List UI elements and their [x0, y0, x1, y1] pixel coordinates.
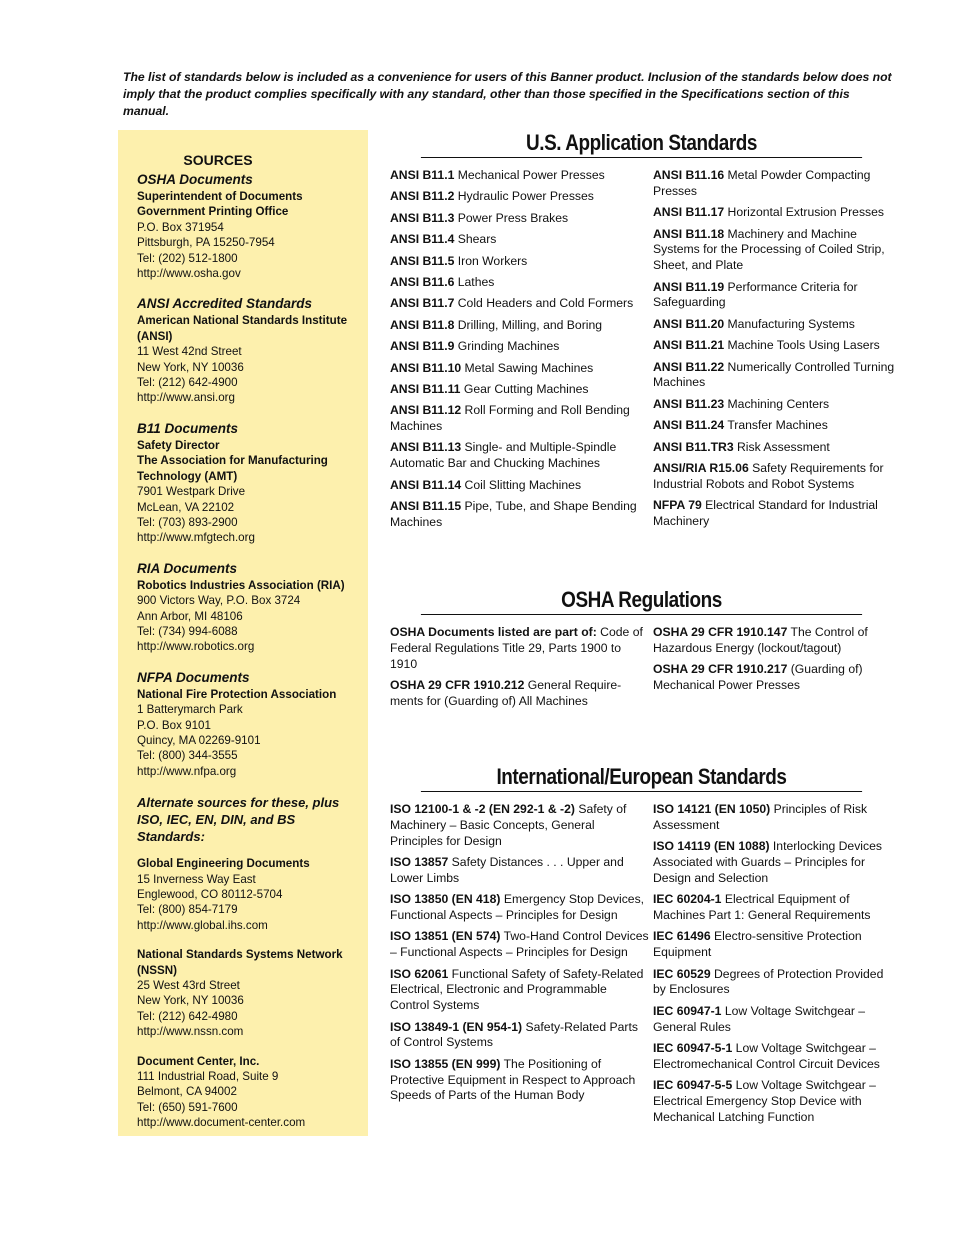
source-detail[interactable]: http://www.mfgtech.org — [137, 531, 255, 545]
source-detail: Tel: (734) 994-6088 — [137, 624, 238, 638]
standard-entry — [390, 382, 649, 398]
standard-description: Pipe, Tube, and Shape Bending Machines — [390, 499, 637, 529]
source-detail: 25 West 43rd Street — [137, 979, 240, 993]
sources-title: SOURCES — [183, 152, 253, 168]
standard-code: ANSI B11.20 — [653, 316, 725, 331]
standard-description: Cold Headers and Cold Formers — [457, 296, 634, 311]
standard-code: OSHA Documents listed are part of: — [390, 625, 597, 639]
source-group — [137, 561, 358, 655]
standard-code: ANSI B11.7 — [390, 296, 455, 311]
standard-code: ANSI B11.14 — [390, 477, 462, 492]
source-detail: Tel: (650) 591-7600 — [137, 1100, 238, 1114]
source-detail[interactable]: http://www.global.ihs.com — [137, 918, 268, 932]
source-detail[interactable]: http://www.ansi.org — [137, 391, 235, 405]
standard-code: ANSI B11.9 — [390, 339, 455, 354]
standard-description: Grinding Machines — [457, 339, 560, 354]
source-detail: Tel: (212) 642-4980 — [137, 1009, 238, 1023]
standard-entry — [390, 892, 649, 924]
standard-description: Functional Safety of Safety-Related Electrical, Electronic and Programmable Control Systems — [390, 966, 644, 1013]
osha-left-column — [385, 625, 649, 715]
source-detail: McLean, VA 22102 — [137, 500, 235, 514]
standard-code: ANSI B11.TR3 — [653, 439, 734, 454]
standard-entry — [390, 855, 649, 887]
standard-description: The Positioning of Protective Equipment in Respect to Approach Speeds of Parts of the Human Body — [390, 1056, 636, 1103]
standard-code: ISO 13849-1 (EN 954-1) — [390, 1019, 523, 1034]
standard-entry — [390, 1020, 649, 1052]
standard-code: ANSI B11.15 — [390, 499, 462, 514]
standard-entry — [653, 397, 898, 413]
source-group — [137, 421, 358, 546]
standard-description: Safety of Machinery – Basic Concepts, General Principles for Design — [390, 802, 627, 848]
standard-entry — [390, 678, 649, 710]
alternate-source — [137, 856, 358, 933]
source-group — [137, 172, 358, 281]
alternate-sources-heading: Alternate sources for these, plus ISO, IEC, EN, DIN, and BS Standards: — [137, 795, 340, 845]
standard-code: ANSI B11.22 — [653, 359, 725, 374]
source-detail[interactable]: http://www.robotics.org — [137, 640, 255, 654]
standard-code: ISO 12100-1 & -2 (EN 292-1 & -2) — [390, 802, 575, 816]
standard-code: ANSI B11.5 — [390, 253, 455, 268]
standard-entry — [390, 296, 649, 312]
standard-entry — [390, 339, 649, 355]
international-european-standards-section — [385, 764, 898, 1131]
standard-entry — [390, 478, 649, 494]
source-detail: 111 Industrial Road, Suite 9 — [137, 1070, 279, 1084]
source-detail: Ann Arbor, MI 48106 — [137, 609, 243, 623]
standard-entry — [653, 839, 898, 886]
us-standards-left-column — [385, 168, 649, 536]
standard-description: Low Voltage Switchgear – Electromechanical Control Circuit Devices — [653, 1040, 880, 1071]
standard-entry — [653, 360, 898, 392]
standard-entry — [390, 318, 649, 334]
standard-entry — [390, 254, 649, 270]
standard-code: ANSI B11.16 — [653, 168, 725, 182]
source-organization: Safety Director — [137, 438, 220, 452]
standard-entry — [390, 967, 649, 1014]
standard-description: Safety-Related Parts of Control Systems — [390, 1019, 638, 1050]
standard-description: (Guarding of) Mechanical Power Presses — [653, 662, 863, 692]
standard-code: OSHA 29 CFR 1910.217 — [653, 662, 788, 677]
standard-code: IEC 60947-5-5 — [653, 1078, 733, 1093]
source-detail: 11 West 42nd Street — [137, 345, 242, 359]
standard-code: IEC 60947-5-1 — [653, 1040, 733, 1055]
source-organization: Global Engineering Documents — [137, 857, 310, 871]
standard-code: ISO 13850 (EN 418) — [390, 892, 501, 907]
source-detail[interactable]: http://www.document-center.com — [137, 1116, 306, 1130]
source-group-heading: NFPA Documents — [137, 669, 250, 685]
standard-description: Lathes — [457, 274, 495, 289]
standard-entry — [390, 232, 649, 248]
standard-description: Machine Tools Using Lasers — [727, 338, 880, 353]
standard-description: Manufacturing Systems — [727, 316, 855, 331]
source-detail: New York, NY 10036 — [137, 360, 244, 374]
source-detail: P.O. Box 371954 — [137, 220, 224, 234]
standard-entry — [390, 625, 649, 672]
standard-code: IEC 61496 — [653, 929, 711, 944]
source-detail[interactable]: http://www.nssn.com — [137, 1025, 244, 1039]
standard-code: ANSI B11.3 — [390, 210, 455, 225]
osha-regulations-section — [385, 587, 898, 715]
source-group-heading: B11 Documents — [137, 420, 239, 436]
standard-description: Safety Distances . . . Upper and Lower Limbs — [390, 854, 624, 885]
source-detail: Tel: (800) 854-7179 — [137, 903, 238, 917]
source-detail: 7901 Westpark Drive — [137, 485, 246, 499]
standard-description: Transfer Machines — [727, 418, 828, 433]
alternate-source — [137, 1054, 358, 1131]
standard-entry — [390, 403, 649, 435]
standard-code: ANSI B11.1 — [390, 168, 455, 182]
standard-code: ANSI B11.11 — [390, 381, 461, 396]
standard-description: Two-Hand Control Devices – Functional Aspects – Principles for Design — [390, 929, 649, 960]
standard-description: Degrees of Protection Provided by Enclosures — [653, 966, 884, 997]
standard-description: Emergency Stop Devices, Functional Aspects – Principles for Design — [390, 892, 645, 922]
source-organization: Superintendent of Documents — [137, 190, 303, 203]
source-group-heading: OSHA Documents — [137, 172, 253, 187]
source-organization: National Fire Protection Association — [137, 687, 337, 701]
source-detail: Pittsburgh, PA 15250-7954 — [137, 236, 275, 250]
standard-code: ANSI B11.8 — [390, 317, 455, 332]
standard-entry — [653, 227, 898, 274]
source-detail: 15 Inverness Way East — [137, 872, 256, 886]
standard-code: ANSI B11.4 — [390, 232, 455, 247]
standard-code: ISO 13857 — [390, 854, 449, 869]
standard-entry — [653, 1004, 898, 1036]
standard-description: Roll Forming and Roll Bending Machines — [390, 403, 630, 434]
standard-description: Metal Powder Compacting Presses — [653, 168, 871, 198]
sources-groups — [137, 172, 358, 779]
standard-code: ANSI B11.24 — [653, 418, 725, 433]
standard-entry — [653, 418, 898, 434]
source-detail: Englewood, CO 80112-5704 — [137, 888, 283, 901]
standard-description: Shears — [457, 232, 497, 247]
alternate-sources-list — [137, 856, 358, 1131]
standard-code: ISO 13855 (EN 999) — [390, 1056, 501, 1071]
standard-description: The Control of Hazardous Energy (lockout/tagout) — [653, 625, 868, 655]
standard-entry — [653, 662, 898, 694]
source-organization: National Standards Systems Network — [137, 948, 343, 962]
standard-code: OSHA 29 CFR 1910.212 — [390, 677, 525, 692]
standard-entry — [390, 1057, 649, 1104]
standard-description: Electrical Standard for Industrial Machinery — [653, 498, 878, 528]
standard-code: IEC 60947-1 — [653, 1003, 722, 1018]
standard-entry — [653, 967, 898, 999]
standard-entry — [390, 211, 649, 227]
standard-entry — [653, 498, 898, 530]
source-detail: Tel: (202) 512-1800 — [137, 251, 238, 265]
us-standards-right-column — [649, 168, 898, 536]
standard-description: Machinery and Machine Systems for the Processing of Coiled Strip, Sheet, and Plate — [653, 226, 885, 273]
standard-code: ANSI B11.18 — [653, 226, 725, 241]
standard-description: Drilling, Milling, and Boring — [457, 317, 603, 332]
source-group — [137, 670, 358, 779]
disclaimer-text: The list of standards below is included as a convenience for users of this Banner product. Inclusion of the standards below does not imply that the product complies specifically with any standard, other than those specified in the Specifications section of this manual. — [123, 70, 892, 118]
source-group — [137, 296, 358, 405]
standard-description: Low Voltage Switchgear – Electrical Emergency Stop Device with Mechanical Latching Function — [653, 1078, 876, 1124]
alternate-source — [137, 947, 358, 1039]
source-organization: The Association for Manufacturing — [137, 454, 328, 468]
source-detail: Belmont, CA 94002 — [137, 1085, 237, 1099]
standard-description: Iron Workers — [457, 253, 528, 268]
standard-description: Hydraulic Power Presses — [457, 189, 594, 204]
source-organization: American National Standards Institute (ANSI) — [137, 314, 348, 343]
standard-entry — [653, 1041, 898, 1073]
standard-entry — [653, 802, 898, 834]
standard-entry — [653, 205, 898, 221]
standard-entry — [653, 625, 898, 657]
standard-code: ISO 62061 — [390, 966, 449, 981]
standard-code: ANSI B11.19 — [653, 279, 725, 294]
standard-code: ANSI B11.13 — [390, 440, 462, 455]
intl-standards-left-column — [385, 802, 649, 1131]
standard-entry — [653, 168, 898, 200]
standard-entry — [390, 802, 649, 849]
standard-description: Electrical Equipment of Machines Part 1: General Requirements — [653, 892, 871, 922]
standard-description: Machining Centers — [727, 396, 830, 411]
standard-entry — [653, 317, 898, 333]
source-group-heading: ANSI Accredited Standards — [137, 296, 313, 312]
standard-code: ANSI B11.10 — [390, 360, 462, 375]
standard-entry — [390, 929, 649, 961]
source-detail[interactable]: http://www.osha.gov — [137, 267, 241, 281]
standard-entry — [390, 499, 649, 531]
source-detail: P.O. Box 9101 — [137, 718, 211, 732]
standard-entry — [653, 892, 898, 924]
source-organization: Technology (AMT) — [137, 469, 238, 483]
source-group-heading: RIA Documents — [137, 560, 238, 576]
standard-entry — [390, 189, 649, 205]
standard-code: ANSI B11.6 — [390, 274, 455, 289]
standard-description: General Require-ments for (Guarding of) All Machines — [390, 677, 622, 708]
standard-entry — [653, 280, 898, 312]
standard-description: Electro-sensitive Protection Equipment — [653, 929, 862, 960]
standard-code: ISO 14121 (EN 1050) — [653, 802, 771, 816]
us-application-standards-section — [385, 130, 898, 536]
source-detail[interactable]: http://www.nfpa.org — [137, 764, 237, 778]
source-organization: Robotics Industries Association (RIA) — [137, 578, 345, 592]
standard-entry — [653, 338, 898, 354]
standard-entry — [390, 361, 649, 377]
section-title: International/European Standards — [421, 764, 862, 792]
source-detail: 1 Batterymarch Park — [137, 703, 243, 717]
sources-panel — [118, 130, 368, 1136]
standard-description: Code of Federal Regulations Title 29, Parts 1900 to 1910 — [390, 625, 643, 671]
standard-description: Risk Assessment — [737, 439, 830, 454]
standard-code: ANSI B11.23 — [653, 396, 725, 411]
standard-description: Principles of Risk Assessment — [653, 802, 868, 832]
standard-description: Interlocking Devices Associated with Guards – Principles for Design and Selection — [653, 839, 882, 885]
standard-entry — [653, 440, 898, 456]
standard-description: Metal Sawing Machines — [464, 360, 594, 375]
source-detail: New York, NY 10036 — [137, 994, 244, 1008]
source-detail: Tel: (800) 344-3555 — [137, 749, 238, 763]
section-title: U.S. Application Standards — [421, 130, 862, 158]
standard-code: IEC 60204-1 — [653, 892, 722, 907]
standard-description: Safety Requirements for Industrial Robots and Robot Systems — [653, 460, 884, 491]
standard-entry — [390, 168, 649, 184]
standard-entry — [390, 275, 649, 291]
osha-right-column — [649, 625, 898, 715]
standard-entry — [390, 440, 649, 472]
section-title: OSHA Regulations — [421, 587, 862, 615]
standard-code: ANSI/RIA R15.06 — [653, 460, 749, 475]
source-detail: Quincy, MA 02269-9101 — [137, 733, 261, 747]
standard-description: Coil Slitting Machines — [464, 477, 582, 492]
standard-description: Horizontal Extrusion Presses — [727, 205, 884, 220]
standard-code: OSHA 29 CFR 1910.147 — [653, 625, 788, 639]
source-detail: Tel: (703) 893-2900 — [137, 515, 238, 529]
source-detail: Tel: (212) 642-4900 — [137, 376, 238, 390]
standard-description: Power Press Brakes — [457, 210, 569, 225]
standard-description: Gear Cutting Machines — [463, 381, 589, 396]
source-organization: Document Center, Inc. — [137, 1054, 260, 1068]
standard-description: Performance Criteria for Safeguarding — [653, 279, 858, 310]
standard-entry — [653, 461, 898, 493]
standard-code: ANSI B11.12 — [390, 403, 462, 418]
standard-entry — [653, 929, 898, 961]
standard-description: Low Voltage Switchgear – General Rules — [653, 1003, 866, 1034]
standard-code: ANSI B11.21 — [653, 338, 725, 353]
standard-description: Single- and Multiple-Spindle Automatic Bar and Chucking Machines — [390, 440, 617, 471]
standard-code: ISO 14119 (EN 1088) — [653, 839, 770, 854]
standard-description: Numerically Controlled Turning Machines — [653, 359, 895, 390]
intl-standards-right-column — [649, 802, 898, 1131]
standard-code: ANSI B11.2 — [390, 189, 455, 204]
standard-entry — [653, 1078, 898, 1125]
standard-code: ANSI B11.17 — [653, 205, 725, 220]
source-organization: Government Printing Office — [137, 205, 289, 219]
standard-code: ISO 13851 (EN 574) — [390, 929, 501, 944]
source-organization: (NSSN) — [137, 963, 177, 977]
standard-description: Mechanical Power Presses — [457, 168, 605, 182]
standard-code: IEC 60529 — [653, 966, 711, 981]
standard-code: NFPA 79 — [653, 498, 702, 513]
source-detail: 900 Victors Way, P.O. Box 3724 — [137, 594, 301, 608]
